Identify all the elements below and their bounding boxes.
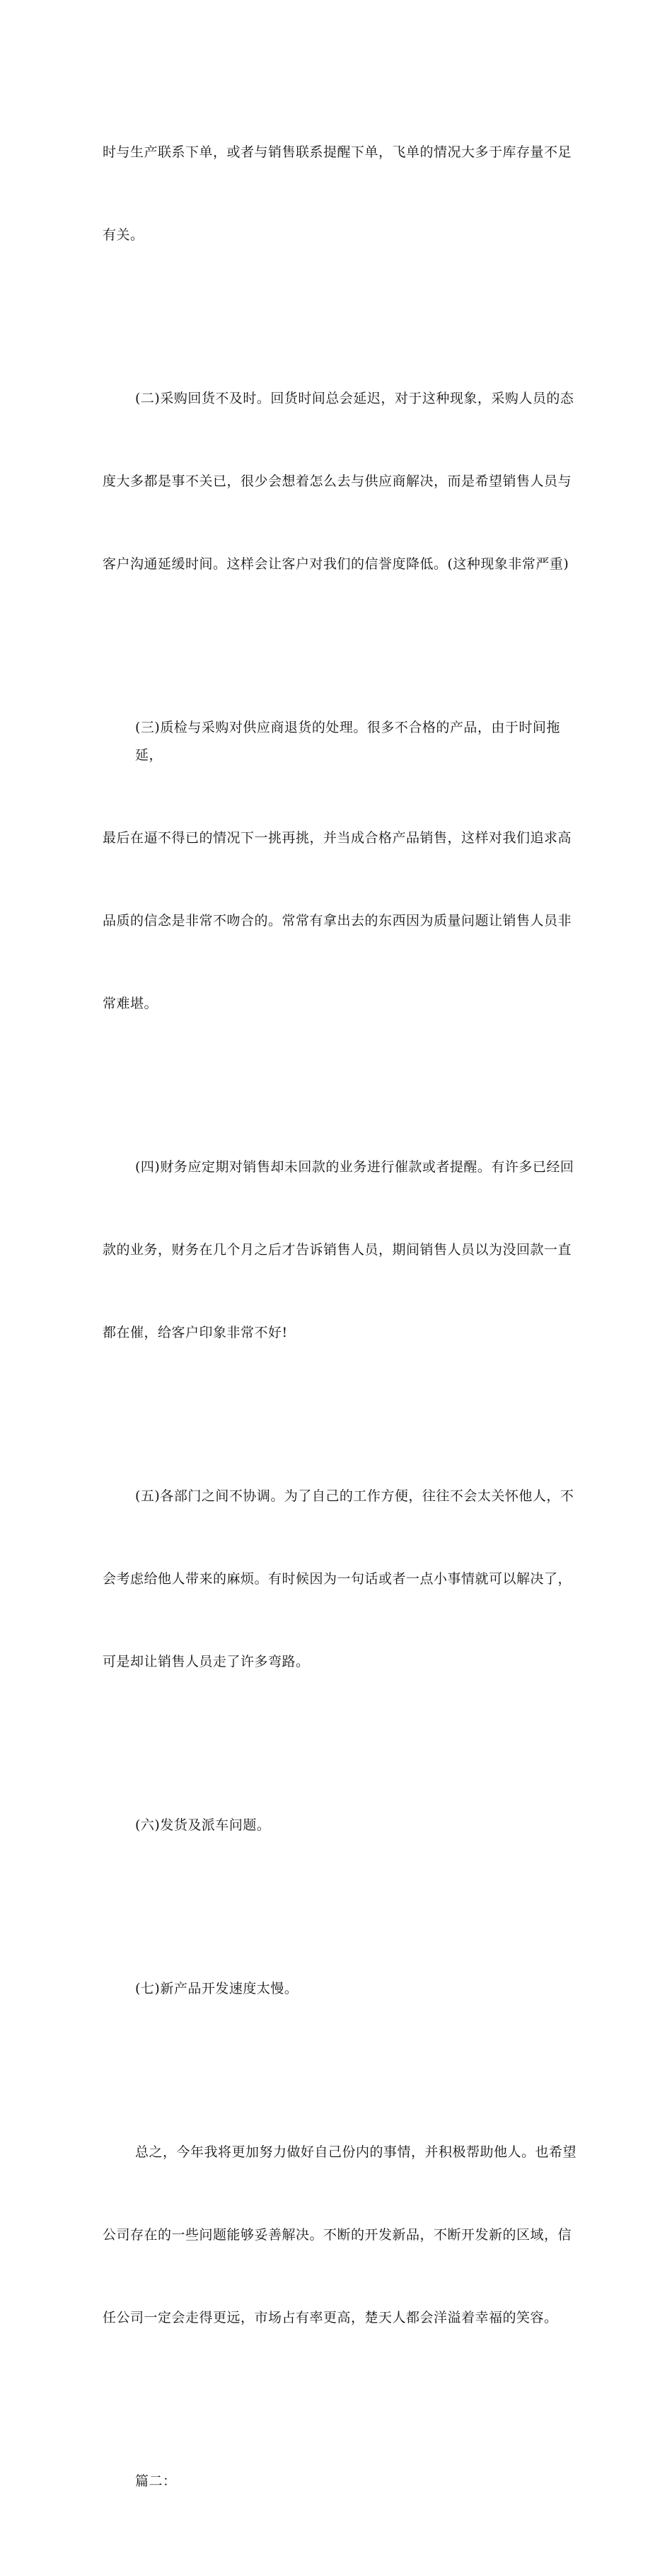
- text-line: (六)发货及派车问题。: [135, 1817, 271, 1833]
- text-line: (四)财务应定期对销售却未回款的业务进行催款或者提醒。有许多已经回: [135, 1159, 574, 1175]
- text-line: 时与生产联系下单，或者与销售联系提醒下单，飞单的情况大多于库存量不足: [103, 144, 572, 160]
- text-line: 会考虑给他人带来的麻烦。有时候因为一句话或者一点小事情就可以解决了，: [103, 1571, 572, 1587]
- text-line: (二)采购回货不及时。回货时间总会延迟，对于这种现象，采购人员的态: [135, 391, 574, 406]
- text-line: 任公司一定会走得更远，市场占有率更高，楚天人都会洋溢着幸福的笑容。: [103, 2310, 558, 2325]
- text-line: (五)各部门之间不协调。为了自己的工作方便，往往不会太关怀他人，不: [135, 1488, 574, 1504]
- paragraph-continuation: [103, 84, 584, 304]
- paragraph-summary: [103, 2083, 584, 2387]
- text-line: 客户沟通延缓时间。这样会让客户对我们的信誉度降低。(这种现象非常严重): [103, 556, 569, 572]
- text-line: 总之，今年我将更加努力做好自己份内的事情，并积极帮助他人。也希望: [135, 2144, 577, 2160]
- text-line: 度大多都是事不关已，很少会想着怎么去与供应商解决，而是希望销售人员与: [103, 473, 572, 489]
- text-line: 最后在逼不得已的情况下一挑再挑，并当成合格产品销售，这样对我们追求高: [103, 830, 572, 846]
- text-line: 有关。: [103, 227, 144, 243]
- paragraph-procurement: [103, 330, 584, 633]
- text-line: 品质的信念是非常不吻合的。常常有拿出去的东西因为质量问题让销售人员非: [103, 913, 572, 928]
- text-line: (三)质检与采购对供应商退货的处理。很多不合格的产品，由于时间拖延，: [135, 720, 560, 763]
- text-line: 篇二：: [135, 2473, 177, 2489]
- paragraph-coordination: [103, 1427, 584, 1731]
- paragraph-shipping: [103, 1756, 584, 1894]
- section-heading-part-two: [103, 2413, 584, 2551]
- text-line: 可是却让销售人员走了许多弯路。: [103, 1654, 310, 1669]
- text-line: (七)新产品开发速度太慢。: [135, 1981, 299, 1996]
- text-line: 公司存在的一些问题能够妥善解决。不断的开发新品，不断开发新的区域，信: [103, 2227, 572, 2243]
- paragraph-new-product: [103, 1920, 584, 2058]
- paragraph-finance: [103, 1098, 584, 1402]
- text-line: 常难堪。: [103, 996, 158, 1011]
- paragraph-quality-check: [103, 659, 584, 1073]
- text-line: 款的业务，财务在几个月之后才告诉销售人员，期间销售人员以为没回款一直: [103, 1242, 572, 1258]
- document-body: [103, 84, 584, 2576]
- text-line: 都在催，给客户印象非常不好!: [103, 1325, 288, 1340]
